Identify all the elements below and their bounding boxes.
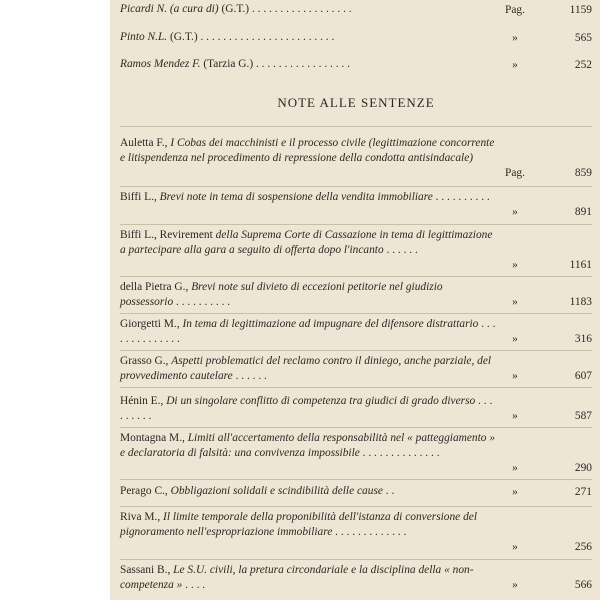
entry-title: della Suprema Corte di Cassazione in tema di legittimazione a partecipare alla gara a seguito di offerta dopo l'incanto [120, 229, 493, 256]
index-entry: Perago C., Obbligazioni solidali e scindibilità delle cause . . » 271 [120, 485, 592, 498]
page-number: 859 [574, 166, 592, 179]
page-label: » [512, 58, 518, 71]
index-entry: Giorgetti M., In tema di legittimazione ad impugnare del difensore distrattario . . . . . . . . . . . . . . » 316 [120, 318, 592, 345]
page-label: » [512, 295, 518, 308]
entry-author: della Pietra G., [120, 281, 189, 293]
entry-author: Pinto N.L. [120, 31, 168, 43]
entry-author: Auletta F., [120, 137, 168, 149]
entry-divider [120, 276, 592, 277]
page-label: » [512, 540, 518, 553]
entry-author: Sassani B., [120, 564, 171, 576]
entry-title: Obbligazioni solidali e scindibilità delle cause [170, 485, 383, 497]
index-entry: della Pietra G., Brevi note sul divieto di eccezioni petitorie nel giudizio possessorio . . . . . . . . . . » 1183 [120, 281, 592, 308]
entry-divider [120, 224, 592, 225]
page-number: 252 [574, 58, 592, 71]
page-number: 565 [574, 31, 592, 44]
page-number: 316 [574, 332, 592, 345]
page-label: » [512, 461, 518, 474]
entry-title: Brevi note in tema di sospensione della vendita immobiliare [159, 191, 433, 203]
index-entry: Montagna M., Limiti all'accertamento della responsabilità nel « patteggiamento » e declaratoria di falsità: una convivenza impossibile . . . . . . . . . . . . . . » 290 [120, 432, 592, 474]
entry-divider [120, 387, 592, 388]
page-number: 566 [574, 578, 592, 591]
entry-divider [120, 479, 592, 480]
index-entry: Pinto N.L. (G.T.) . . . . . . . . . . . . . . . . . . . . . . . . » 565 [120, 31, 592, 44]
page-label: » [512, 485, 518, 498]
entry-title: Limiti all'accertamento della responsabilità nel « patteggiamento » e declaratoria di falsità: una convivenza impossibile [120, 432, 496, 459]
page-number: 1183 [569, 295, 592, 308]
entry-title: I Cobas dei macchinisti e il processo civile (legittimazione concorrente e litispendenza nel procedimento di repressione della condotta antisindacale) [120, 137, 495, 164]
page-label: » [512, 409, 518, 422]
entry-reviewer: (G.T.) [170, 31, 198, 43]
entry-author: Picardi N. (a cura di) [120, 3, 219, 15]
page-label: » [512, 332, 518, 345]
entry-title: In tema di legittimazione ad impugnare del difensore distrattario [182, 318, 479, 330]
entry-reviewer: (Tarzia G.) [203, 58, 254, 70]
entry-reviewer: (G.T.) [221, 3, 250, 15]
index-entry: Picardi N. (a cura di) (G.T.) . . . . . . . . . . . . . . . . . . Pag. 1159 [120, 3, 592, 16]
entry-author: Montagna M., [120, 432, 185, 444]
entry-divider [120, 313, 592, 314]
index-entry: Ramos Mendez F. (Tarzia G.) . . . . . . . . . . . . . . . . . » 252 [120, 58, 592, 71]
entry-divider [120, 350, 592, 351]
entry-author: Biffi L., Revirement [120, 229, 213, 241]
entry-divider [120, 559, 592, 560]
entry-divider [120, 506, 592, 507]
page-label: » [512, 205, 518, 218]
page-number: 1161 [569, 258, 592, 271]
index-entry: Hénin E., Di un singolare conflitto di competenza tra giudici di grado diverso . . . . . . . . . » 587 [120, 395, 592, 422]
entry-author: Ramos Mendez F. [120, 58, 201, 70]
index-entry [120, 136, 592, 180]
book-page [110, 0, 600, 600]
index-entry: Sassani B., Le S.U. civili, la pretura circondariale e la disciplina della « non-competenza » . . . . » 566 [120, 564, 592, 591]
entry-title: Le S.U. civili, la pretura circondariale e la disciplina della « non-competenza » [120, 564, 474, 591]
entry-title: Brevi note sul divieto di eccezioni petitorie nel giudizio possessorio [120, 281, 443, 308]
entry-author: Perago C., [120, 485, 168, 497]
page-number: 891 [574, 205, 592, 218]
page-number: 1159 [569, 3, 592, 16]
entry-author: Giorgetti M., [120, 318, 180, 330]
page-label: » [512, 578, 518, 591]
entry-author: Hénin E., [120, 395, 164, 407]
page-number: 290 [574, 461, 592, 474]
entry-title: Il limite temporale della proponibilità dell'istanza di conversione del pignoramento nell'espropriazione immobiliare [120, 511, 477, 538]
entry-divider [120, 126, 592, 127]
page-number: 587 [574, 409, 592, 422]
index-entry: Biffi L., Revirement della Suprema Corte di Cassazione in tema di legittimazione a partecipare alla gara a seguito di offerta dopo l'incanto . . . . . . » 1161 [120, 229, 592, 271]
page-label: Pag. [505, 3, 525, 16]
entry-divider [120, 427, 592, 428]
index-entry: Biffi L., Brevi note in tema di sospensione della vendita immobiliare . . . . . . . . . . » 891 [120, 191, 592, 218]
page-label: » [512, 258, 518, 271]
page-label: » [512, 31, 518, 44]
entry-author: Riva M., [120, 511, 161, 523]
entry-title: Di un singolare conflitto di competenza tra giudici di grado diverso [166, 395, 476, 407]
page-label: Pag. [505, 166, 525, 179]
entry-author: Biffi L., [120, 191, 157, 203]
entry-title: Aspetti problematici del reclamo contro il diniego, anche parziale, del provvedimento cautelare [120, 355, 492, 382]
section-heading: NOTE ALLE SENTENZE [277, 95, 435, 110]
entry-divider [120, 186, 592, 187]
page-label: » [512, 369, 518, 382]
index-entry: Riva M., Il limite temporale della proponibilità dell'istanza di conversione del pignoramento nell'espropriazione immobiliare . . . . . . . . . . . . . » 256 [120, 511, 592, 553]
page-number: 256 [574, 540, 592, 553]
page-number: 271 [574, 485, 592, 498]
entry-author: Grasso G., [120, 355, 169, 367]
index-entry: Grasso G., Aspetti problematici del reclamo contro il diniego, anche parziale, del provvedimento cautelare . . . . . . » 607 [120, 355, 592, 382]
page-number: 607 [574, 369, 592, 382]
